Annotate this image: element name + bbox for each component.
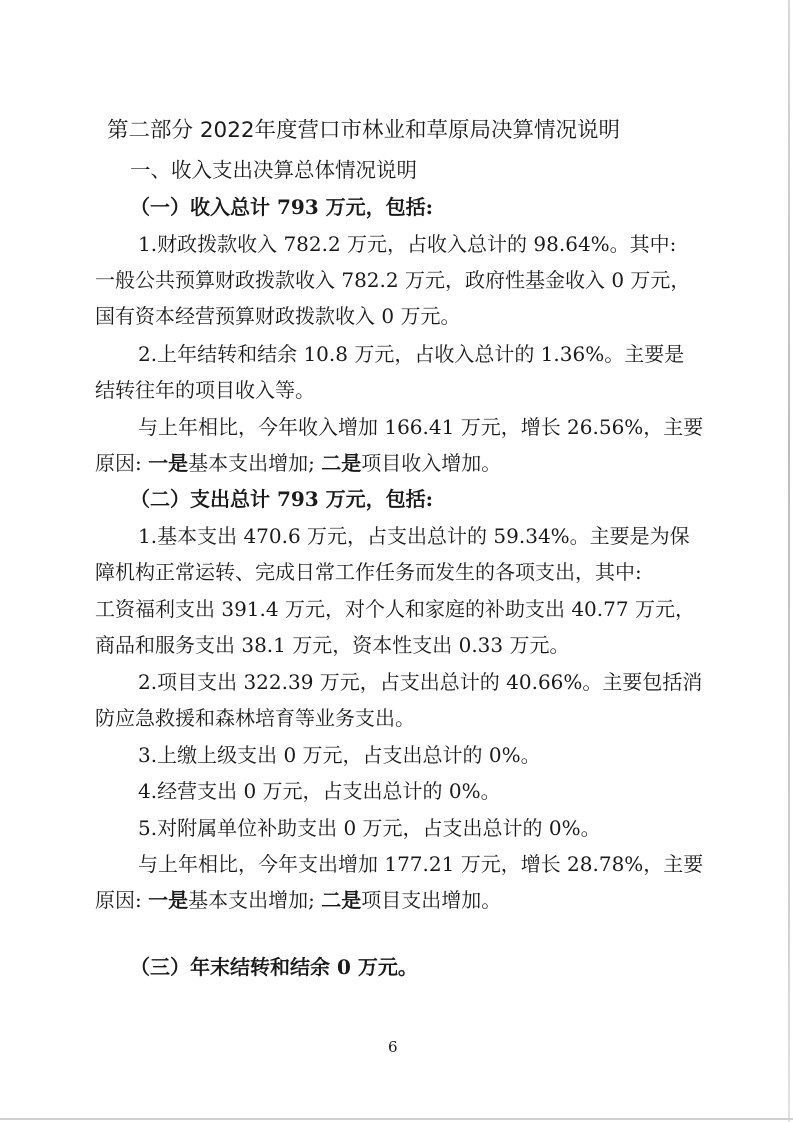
income-reason1-text: 基本支出增加; [188,451,315,475]
expense-item1-line4: 商品和服务支出 38.1 万元，资本性支出 0.33 万元。 [95,633,570,657]
page-title: 第二部分 2022年度营口市林业和草原局决算情况说明 [107,118,621,143]
expense-item1-line3: 工资福利支出 391.4 万元，对个人和家庭的补助支出 40.77 万元， [95,597,695,621]
expense-item3: 3.上缴上级支出 0 万元，占支出总计的 0%。 [138,743,541,767]
expense-compare-line2 [95,885,501,915]
scan-edge-right [788,0,790,1122]
expense-item2-line1: 2.项目支出 322.39 万元，占支出总计的 40.66%。主要包括消 [138,670,703,694]
expense-item5: 5.对附属单位补助支出 0 万元，占支出总计的 0%。 [138,816,601,840]
expense-reason1-label: 一是 [148,888,189,912]
expense-heading: （二）支出总计 793 万元，包括: [130,487,434,511]
income-item1-line3: 国有资本经营预算财政拨款收入 0 万元。 [95,304,461,328]
income-compare-line1: 与上年相比，今年收入增加 166.41 万元，增长 26.56%，主要 [138,415,704,439]
income-reason1-label: 一是 [148,451,189,475]
balance-heading: （三）年末结转和结余 0 万元。 [130,955,418,979]
income-compare-line2 [95,448,501,478]
income-reason2-label: 二是 [321,451,362,475]
income-item1-line1: 1.财政拨款收入 782.2 万元，占收入总计的 98.64%。其中: [138,232,677,256]
income-heading: （一）收入总计 793 万元，包括: [130,195,434,219]
income-reason2-text: 项目收入增加。 [361,451,502,475]
income-item2-line2: 结转往年的项目收入等。 [95,378,315,402]
expense-item2-line2: 防应急救援和森林培育等业务支出。 [95,706,415,730]
expense-reason2-label: 二是 [321,888,362,912]
income-item1-line2: 一般公共预算财政拨款收入 782.2 万元，政府性基金收入 0 万元， [95,268,691,292]
income-compare-prefix: 原因: [95,451,142,475]
expense-reason1-text: 基本支出增加; [188,888,315,912]
expense-item1-line2: 障机构正常运转、完成日常工作任务而发生的各项支出，其中: [95,560,642,584]
scan-edge-bottom [0,1118,793,1120]
expense-compare-line1: 与上年相比，今年支出增加 177.21 万元，增长 28.78%，主要 [138,852,704,876]
expense-item1-line1: 1.基本支出 470.6 万元，占支出总计的 59.34%。主要是为保 [138,524,690,548]
expense-reason2-text: 项目支出增加。 [361,888,502,912]
section-heading-1: 一、收入支出决算总体情况说明 [130,158,417,182]
expense-compare-prefix: 原因: [95,888,142,912]
expense-item4: 4.经营支出 0 万元，占支出总计的 0%。 [138,779,501,803]
page-number: 6 [388,1038,398,1056]
income-item2-line1: 2.上年结转和结余 10.8 万元，占收入总计的 1.36%。主要是 [138,342,685,366]
